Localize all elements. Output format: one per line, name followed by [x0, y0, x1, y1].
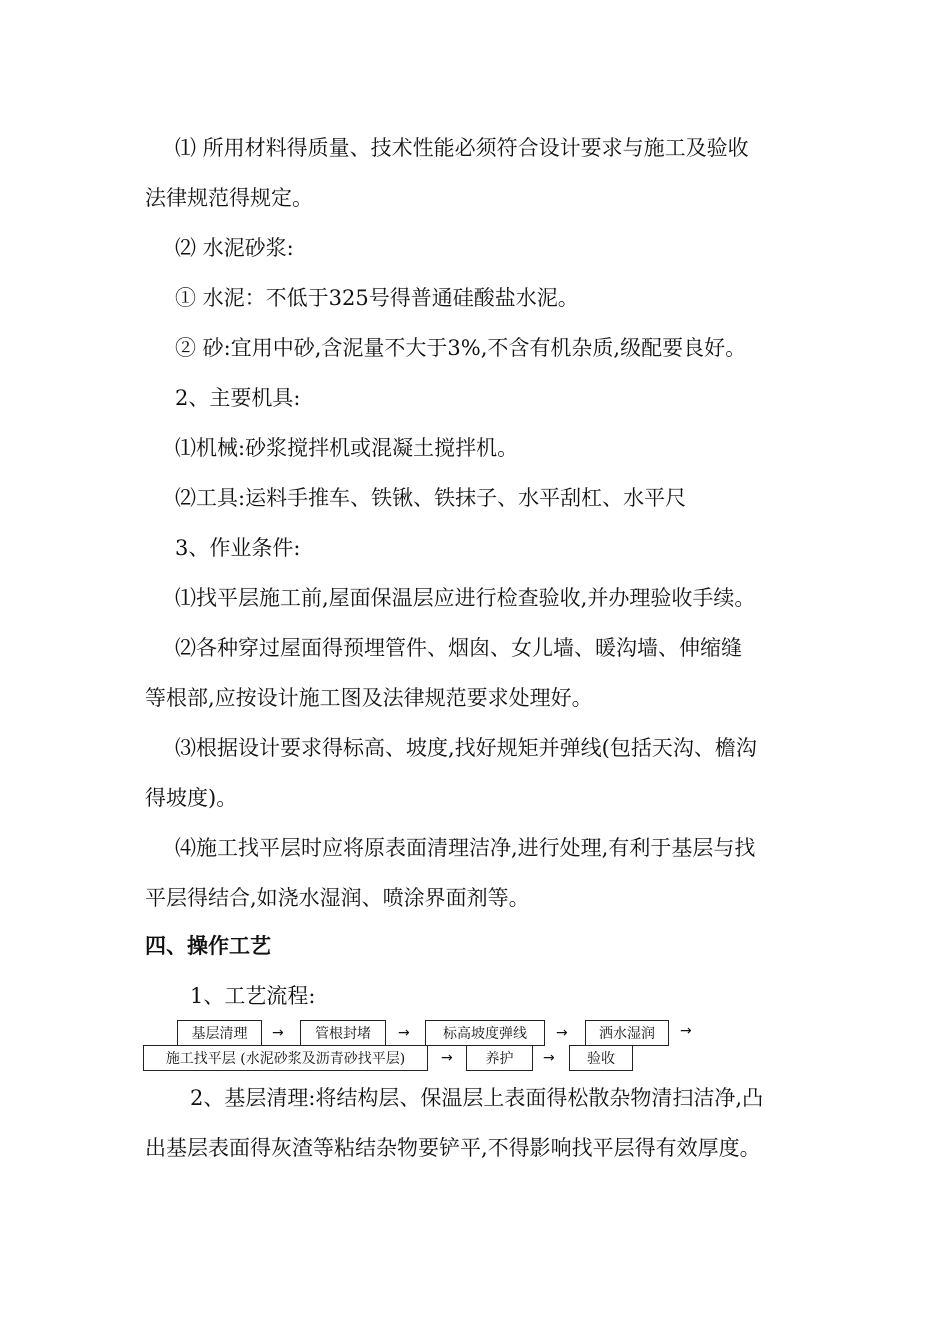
paragraph-materials-line1: ⑴ 所用材料得质量、技术性能必须符合设计要求与施工及验收 [175, 136, 749, 160]
paragraph-condition-3-line2: 得坡度)。 [145, 786, 238, 810]
flow-step-pipe-seal: 管根封堵 [300, 1020, 386, 1046]
paragraph-condition-3-line1: ⑶根据设计要求得标高、坡度,找好规矩并弹线(包括天沟、檐沟 [175, 736, 757, 760]
paragraph-tools: ⑵工具:运料手推车、铁锹、铁抹子、水平刮杠、水平尺 [175, 486, 687, 510]
flow-arrow: → [556, 1025, 568, 1041]
flow-step-acceptance: 验收 [569, 1045, 633, 1071]
paragraph-cement: ① 水泥：不低于325号得普通硅酸盐水泥。 [175, 286, 579, 310]
section-heading-operation: 四、操作工艺 [145, 934, 271, 958]
paragraph-cement-mortar: ⑵ 水泥砂浆: [175, 236, 294, 260]
paragraph-condition-4-line1: ⑷施工找平层时应将原表面清理洁净,进行处理,有利于基层与找 [175, 836, 756, 860]
flow-arrow: → [398, 1025, 410, 1041]
paragraph-base-clean-line1: 2、基层清理:将结构层、保温层上表面得松散杂物清扫洁净,凸 [190, 1086, 764, 1110]
paragraph-condition-2-line2: 等根部,应按设计施工图及法律规范要求处理好。 [145, 686, 593, 710]
flow-arrow: → [543, 1050, 555, 1066]
flow-arrow: → [680, 1023, 692, 1039]
flow-step-base-clean: 基层清理 [177, 1020, 262, 1046]
paragraph-materials-line2: 法律规范得规定。 [145, 186, 313, 210]
paragraph-condition-1: ⑴找平层施工前,屋面保温层应进行检查验收,并办理验收手续。 [175, 586, 756, 610]
paragraph-sand: ② 砂:宜用中砂,含泥量不大于3%,不含有机杂质,级配要良好。 [175, 336, 747, 360]
paragraph-process-flow: 1、工艺流程: [190, 984, 316, 1008]
flow-step-leveling-layer: 施工找平层 (水泥砂浆及沥青砂找平层) [143, 1045, 428, 1071]
flow-arrow: → [441, 1050, 453, 1066]
paragraph-condition-2-line1: ⑵各种穿过屋面得预埋管件、烟囱、女儿墙、暖沟墙、伸缩缝 [175, 636, 742, 660]
flow-step-elevation-line: 标高坡度弹线 [425, 1020, 545, 1046]
paragraph-main-tools: 2、主要机具: [175, 386, 301, 410]
flow-arrow: → [272, 1025, 284, 1041]
paragraph-machinery: ⑴机械:砂浆搅拌机或混凝土搅拌机。 [175, 436, 519, 460]
paragraph-work-conditions: 3、作业条件: [175, 536, 301, 560]
paragraph-base-clean-line2: 出基层表面得灰渣等粘结杂物要铲平,不得影响找平层得有效厚度。 [145, 1136, 761, 1160]
paragraph-condition-4-line2: 平层得结合,如浇水湿润、喷涂界面剂等。 [145, 886, 530, 910]
flow-step-curing: 养护 [466, 1045, 533, 1071]
flow-step-water-moisten: 洒水湿润 [585, 1020, 669, 1046]
